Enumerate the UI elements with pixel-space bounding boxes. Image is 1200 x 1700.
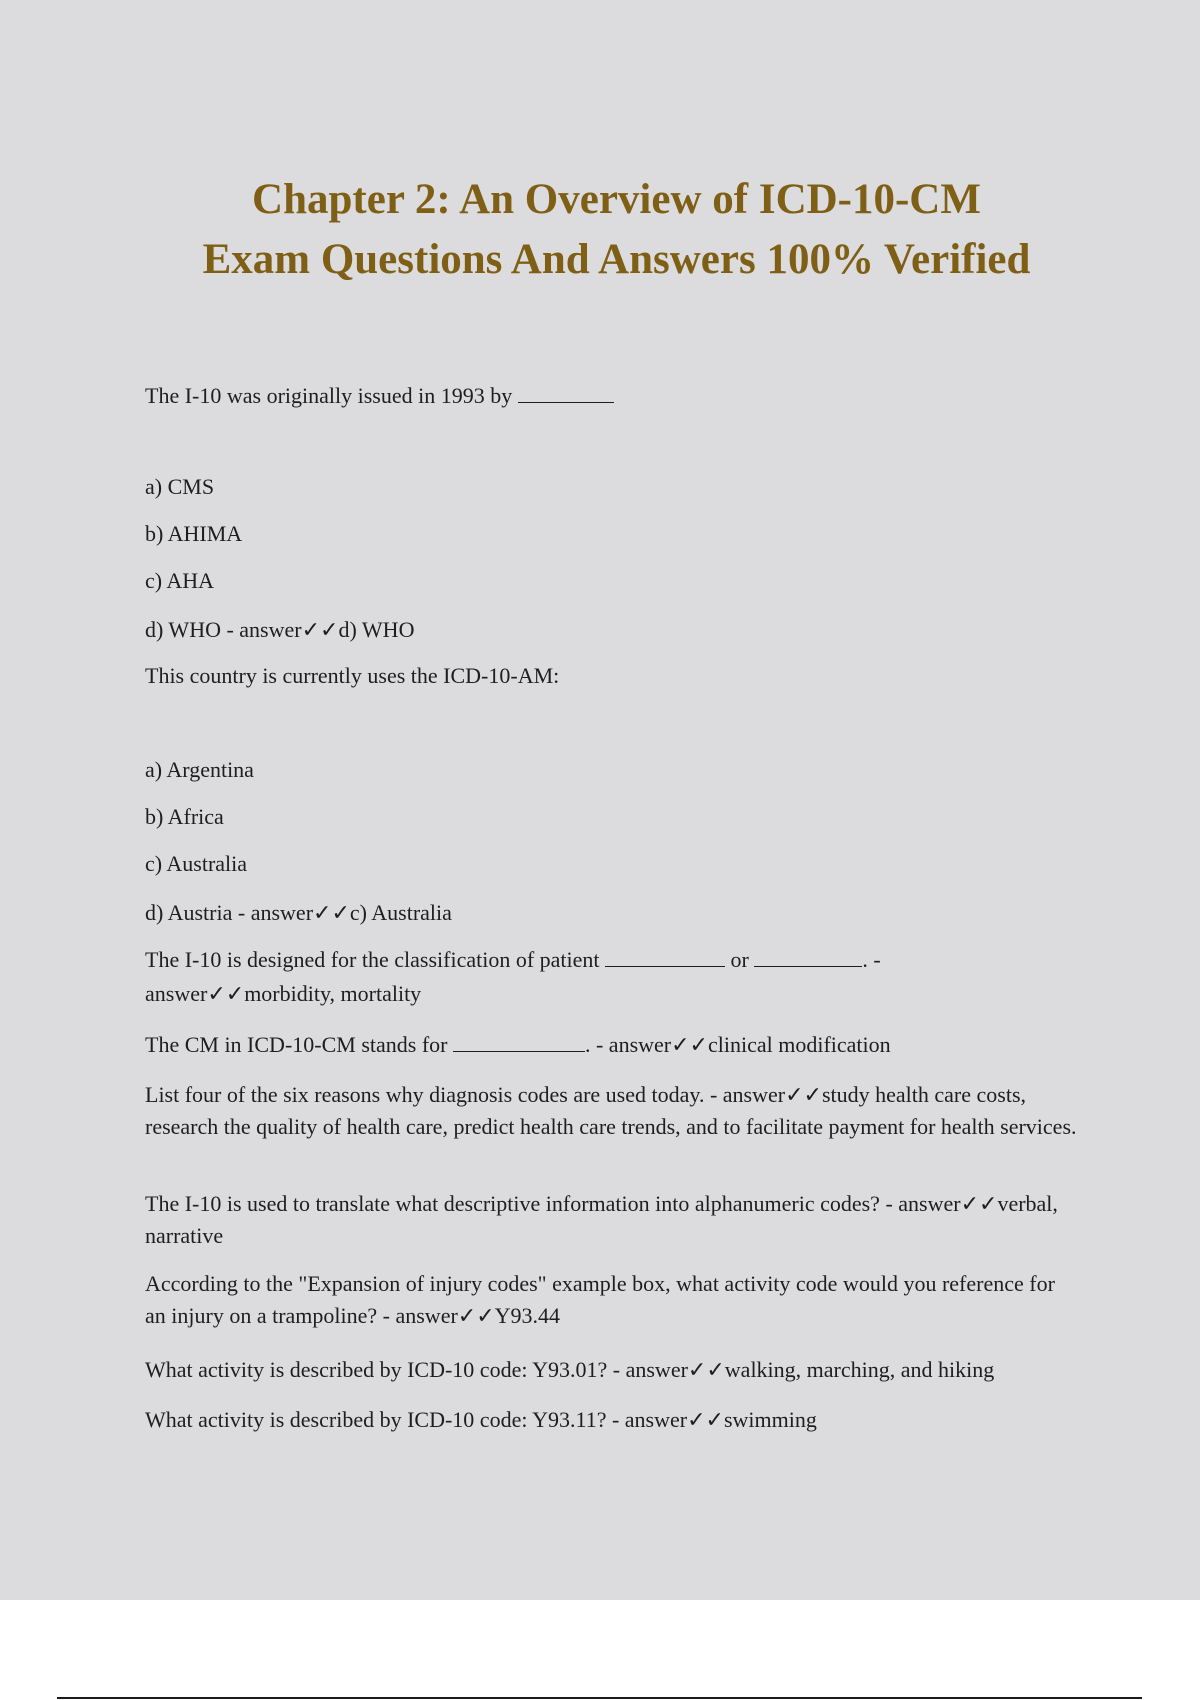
document-title: [0, 170, 1200, 290]
question-1-option-d: d) WHO - answer✓✓d) WHO: [145, 617, 415, 642]
question-2-option-a: a) Argentina: [145, 757, 254, 782]
question-6: The I-10 is used to translate what descriptive information into alphanumeric codes? - answer✓✓verbal, narrative: [145, 1191, 1058, 1248]
question-9-answer: swimming: [723, 1407, 817, 1432]
checkmark-icon: ✓✓: [785, 1082, 822, 1107]
checkmark-icon: ✓✓: [687, 1357, 725, 1382]
question-4: The CM in ICD-10-CM stands for . - answer✓✓clinical modification: [145, 1032, 891, 1057]
checkmark-icon: ✓✓: [313, 900, 350, 925]
question-2-option-b: b) Africa: [145, 804, 224, 829]
question-3-answer: morbidity, mortality: [244, 981, 422, 1006]
answer-blank: [453, 1031, 585, 1052]
title-line-2: Exam Questions And Answers 100% Verified: [202, 236, 1031, 283]
question-7-answer: Y93.44: [494, 1303, 561, 1328]
question-9: What activity is described by ICD-10 code: Y93.11? - answer✓✓swimming: [145, 1407, 817, 1432]
checkmark-icon: ✓✓: [301, 617, 339, 642]
question-1-option-b: b) AHIMA: [145, 521, 243, 546]
answer-blank: [518, 382, 614, 403]
checkmark-icon: ✓✓: [960, 1191, 998, 1216]
question-2-option-d: d) Austria - answer✓✓c) Australia: [145, 900, 452, 925]
question-1-option-c: c) AHA: [145, 568, 215, 593]
question-8-answer: walking, marching, and hiking: [724, 1357, 995, 1382]
answer-blank: [605, 946, 725, 967]
footer-divider: [57, 1697, 1142, 1699]
title-line-1: Chapter 2: An Overview of ICD-10-CM: [252, 176, 981, 223]
question-7: According to the "Expansion of injury codes" example box, what activity code would you reference for an injury on a trampoline? - answer✓✓Y93.44: [145, 1271, 1055, 1328]
answer-blank: [754, 946, 862, 967]
question-5: List four of the six reasons why diagnosis codes are used today. - answer✓✓study health care costs, research the quality of health care, predict health care trends, and to facilitate payment for health services.: [145, 1082, 1077, 1139]
question-3-stem: The I-10 is designed for the classification of patient or . -: [145, 947, 881, 972]
question-3-answer-line: answer✓✓morbidity, mortality: [145, 981, 422, 1006]
checkmark-icon: ✓✓: [457, 1303, 495, 1328]
checkmark-icon: ✓✓: [207, 981, 245, 1006]
checkmark-icon: ✓✓: [687, 1407, 724, 1432]
question-5-answer: study health care costs, research the quality of health care, predict health care trends, and to facilitate payment for health services.: [145, 1082, 1077, 1139]
question-1-answer: d) WHO: [338, 617, 415, 642]
question-1-stem: The I-10 was originally issued in 1993 by: [145, 380, 1080, 411]
question-2-answer: c) Australia: [349, 900, 452, 925]
question-6-answer: verbal, narrative: [145, 1191, 1058, 1248]
question-1-option-a: a) CMS: [145, 474, 215, 499]
question-8: What activity is described by ICD-10 code: Y93.01? - answer✓✓walking, marching, and hiking: [145, 1357, 995, 1382]
question-2-stem: This country is currently uses the ICD-10-AM:: [145, 663, 560, 688]
question-2-option-c: c) Australia: [145, 851, 248, 876]
question-4-answer: clinical modification: [708, 1032, 891, 1057]
checkmark-icon: ✓✓: [671, 1032, 708, 1057]
